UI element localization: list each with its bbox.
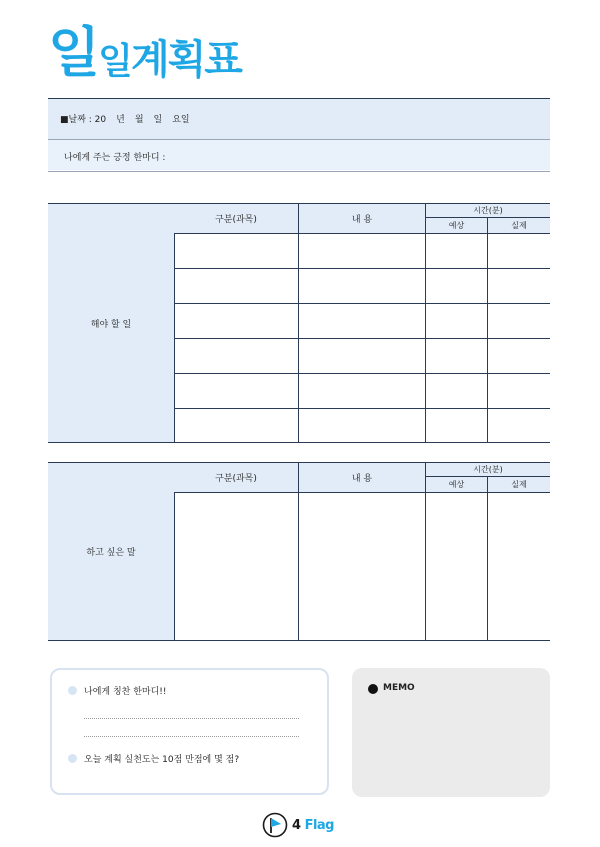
- todo-table: [48, 203, 550, 443]
- table-row[interactable]: [174, 338, 550, 339]
- message-col-content: 내 용: [299, 463, 425, 492]
- motto-row[interactable]: [48, 140, 550, 170]
- day-label: 일: [153, 115, 163, 125]
- table-row[interactable]: [174, 268, 550, 269]
- message-col-expected: 예상: [426, 477, 487, 492]
- todo-col-category: 구분(과목): [174, 204, 298, 233]
- grid-line: [298, 204, 299, 442]
- score-label: 오늘 계획 실천도는 10점 만점에 몇 점?: [84, 755, 240, 765]
- todo-col-content: 내 용: [299, 204, 425, 233]
- brand-logo: [262, 812, 334, 838]
- header-info-block: [48, 98, 550, 172]
- grid-line: [425, 463, 426, 640]
- todo-col-expected: 예상: [426, 218, 487, 233]
- motto-label: 나에게 주는 긍정 한마디 :: [64, 153, 166, 163]
- bullet-icon: [68, 686, 77, 695]
- table-row[interactable]: [174, 303, 550, 304]
- grid-line: [487, 476, 488, 640]
- praise-writing-line[interactable]: [84, 736, 299, 737]
- grid-line: [298, 463, 299, 640]
- flag-logo-icon: [262, 812, 288, 838]
- todo-col-time: 시간(분): [426, 204, 550, 217]
- title-part-3: 계획표: [130, 37, 241, 83]
- grid-line: [425, 217, 550, 218]
- praise-label: 나에게 칭찬 한마디!!: [84, 687, 167, 697]
- message-row-label: 하고 싶은 말: [48, 463, 175, 640]
- bullet-icon: [68, 754, 77, 763]
- grid-line: [174, 233, 550, 234]
- weekday-label: 요일: [172, 115, 190, 125]
- year-label: 년: [116, 115, 125, 125]
- todo-col-actual: 실제: [488, 218, 550, 233]
- month-label: 월: [134, 115, 144, 125]
- table-row[interactable]: [174, 408, 550, 409]
- memo-label: MEMO: [383, 683, 415, 693]
- logo-word: Flag: [304, 817, 334, 833]
- title-part-2: 일: [98, 41, 131, 82]
- title-part-1: 일: [48, 21, 99, 84]
- message-col-actual: 실제: [488, 477, 550, 492]
- date-label: ■날짜 : 20: [60, 115, 107, 125]
- logo-number: 4: [292, 817, 301, 833]
- message-col-time: 시간(분): [426, 463, 550, 476]
- table-row[interactable]: [174, 373, 550, 374]
- message-col-category: 구분(과목): [174, 463, 298, 492]
- date-row[interactable]: [48, 99, 550, 140]
- praise-writing-line[interactable]: [84, 718, 299, 719]
- bullet-icon: [368, 684, 378, 694]
- grid-line: [425, 204, 426, 442]
- date-line: [60, 112, 200, 125]
- todo-row-label: 해야 할 일: [48, 204, 175, 442]
- table-row[interactable]: [174, 492, 550, 493]
- message-table: [48, 462, 550, 641]
- grid-line: [425, 476, 550, 477]
- memo-box[interactable]: [352, 668, 550, 797]
- praise-box: [50, 668, 329, 795]
- page-title: [48, 20, 241, 84]
- logo-wordmark: [292, 818, 334, 833]
